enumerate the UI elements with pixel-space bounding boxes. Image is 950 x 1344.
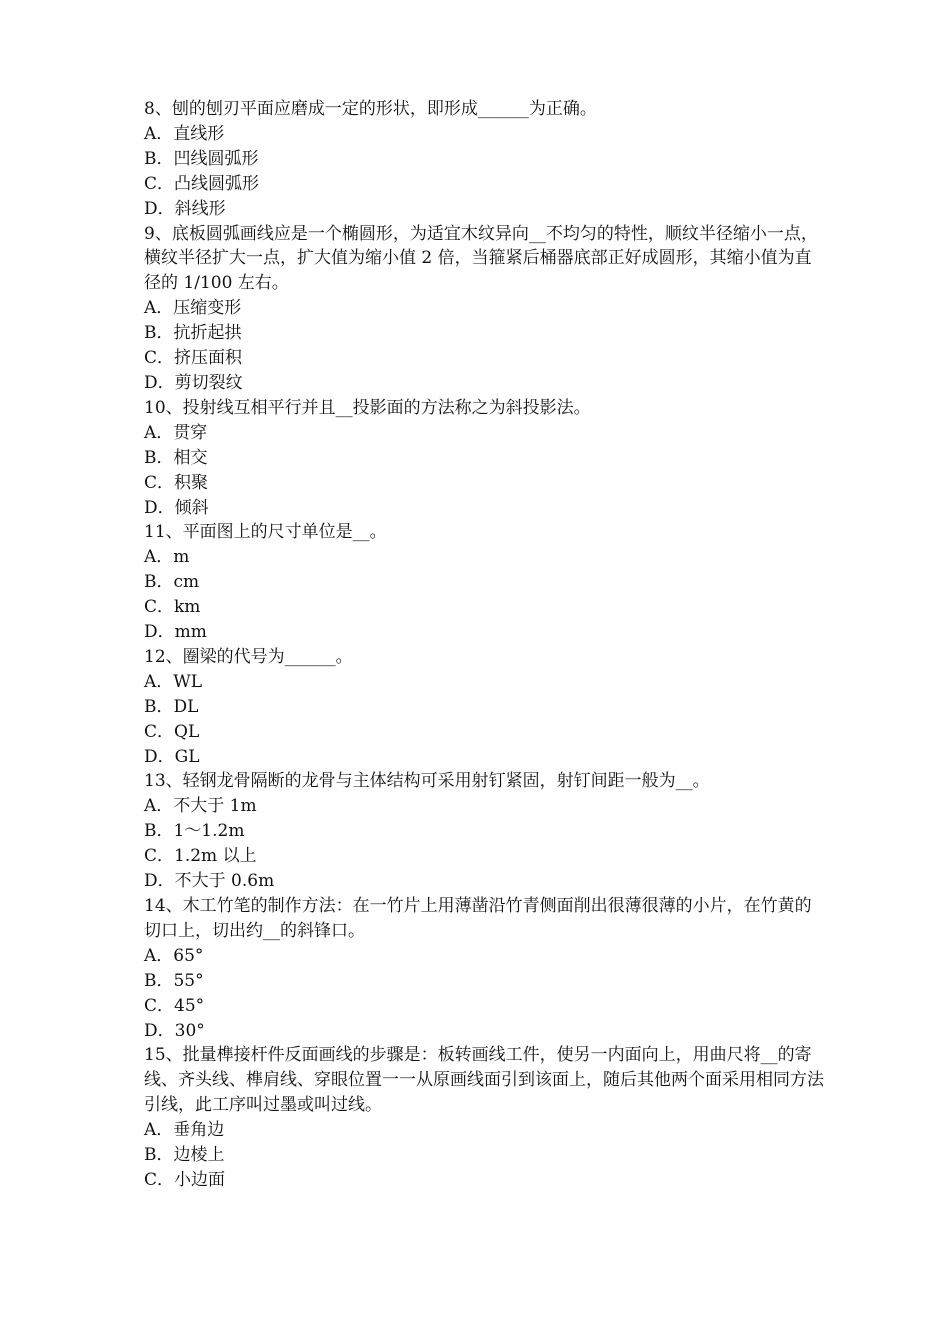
question-12-option-c: C．QL [144,721,200,742]
question-10-stem: 10、投射线互相平行并且__投影面的方法称之为斜投影法。 [144,397,591,418]
question-13-option-c: C．1.2m 以上 [144,846,257,867]
question-9-option-c: C．挤压面积 [144,348,243,369]
question-8-option-a: A．直线形 [144,123,225,144]
question-12-option-d: D．GL [144,746,200,767]
question-12-option-a: A．WL [144,671,203,692]
question-10-option-a: A．贯穿 [144,422,208,443]
question-8-stem: 8、刨的刨刃平面应磨成一定的形状，即形成______为正确。 [144,99,597,119]
question-8-option-d: D．斜线形 [144,198,226,219]
question-11-option-c: C．km [144,597,201,618]
question-10-option-d: D．倾斜 [144,497,209,518]
question-14-option-d: D．30° [144,1020,205,1041]
question-11-option-b: B．cm [144,572,200,593]
question-13-option-a: A．不大于 1m [144,796,257,817]
question-15-option-a: A．垂角边 [144,1120,225,1141]
question-9-stem: 9、底板圆弧画线应是一个椭圆形，为适宜木纹异向__不均匀的特性，顺纹半径缩小一点，横纹半径扩大一点，扩大值为缩小值 2 倍，当箍紧后桶器底部正好成圆形，其缩小值为直径的 1/100 左右。 [144,223,818,294]
question-8-option-b: B．凹线圆弧形 [144,148,259,169]
question-14-option-b: B．55° [144,970,204,991]
question-15-option-c: C．小边面 [144,1169,226,1190]
question-9-option-b: B．抗折起拱 [144,323,242,344]
question-13-stem: 13、轻钢龙骨隔断的龙骨与主体结构可采用射钉紧固，射钉间距一般为__。 [144,771,710,792]
question-9-option-a: A．压缩变形 [144,298,242,319]
question-14-option-c: C．45° [144,995,205,1016]
question-11-option-d: D．mm [144,622,207,643]
question-11-option-a: A．m [144,547,190,568]
document-page [144,97,824,1193]
question-10-option-c: C．积聚 [144,472,209,493]
question-12-option-b: B．DL [144,696,199,717]
question-11-stem: 11、平面图上的尺寸单位是__。 [144,522,387,543]
question-15-option-b: B．边棱上 [144,1145,225,1166]
question-8-option-c: C．凸线圆弧形 [144,173,260,194]
question-10-option-b: B．相交 [144,447,208,468]
question-13-option-d: D．不大于 0.6m [144,871,275,892]
question-9-option-d: D．剪切裂纹 [144,372,243,393]
question-15-stem: 15、批量榫接杆件反面画线的步骤是：板转画线工件，使另一内面向上，用曲尺将__的寄线、齐头线、榫肩线、穿眼位置一一从原画线面引到该面上，随后其他两个面采用相同方法引线，此工序叫过墨或叫过线。 [144,1045,824,1116]
question-12-stem: 12、圈梁的代号为______。 [144,646,353,667]
question-14-option-a: A．65° [144,945,204,966]
question-14-stem: 14、木工竹笔的制作方法：在一竹片上用薄凿沿竹青侧面削出很薄很薄的小片，在竹黄的切口上，切出约__的斜锋口。 [144,896,812,941]
question-13-option-b: B．1～1.2m [144,821,245,842]
